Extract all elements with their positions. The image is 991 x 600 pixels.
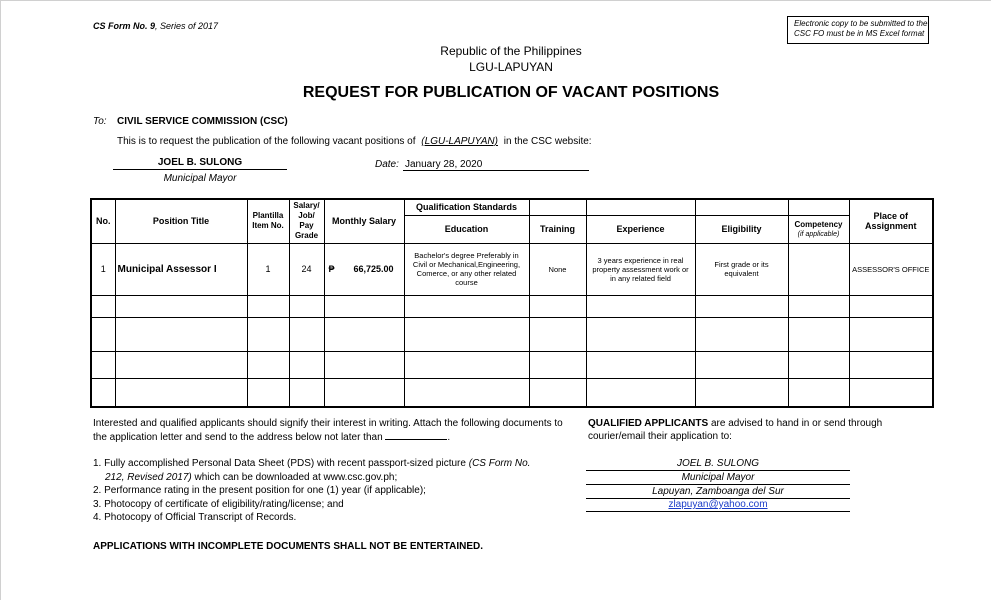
header-salary-grade: Salary/ Job/ Pay Grade xyxy=(289,199,324,243)
cell-no: 1 xyxy=(91,243,115,295)
lgu-heading: LGU-LAPUYAN xyxy=(469,60,553,74)
table-header-row xyxy=(91,199,933,215)
form-number: CS Form No. 9, Series of 2017 xyxy=(93,21,219,31)
signatory-name: JOEL B. SULONG xyxy=(113,157,287,170)
table-row xyxy=(91,243,933,295)
list-item: 212, Revised 2017) which can be downloaded at www.csc.gov.ph; xyxy=(105,471,398,483)
header-competency: Competency (if applicable) xyxy=(788,215,849,243)
qualified-applicants-note: QUALIFIED APPLICANTS are advised to hand in or send through courier/email their application to: xyxy=(588,418,883,442)
deadline-blank xyxy=(385,430,447,440)
address-name: JOEL B. SULONG xyxy=(586,457,850,471)
list-item: 3. Photocopy of certificate of eligibility/rating/license; and xyxy=(93,498,344,510)
cell-experience: 3 years experience in real property assessment work or in any related field xyxy=(586,243,695,295)
header-plantilla: Plantilla Item No. xyxy=(247,199,289,243)
signatory-position: Municipal Mayor xyxy=(163,173,237,184)
document-title: REQUEST FOR PUBLICATION OF VACANT POSITIONS xyxy=(302,84,720,101)
header-training: Training xyxy=(529,215,586,243)
list-item: 4. Photocopy of Official Transcript of Records. xyxy=(93,512,297,524)
vacant-positions-table xyxy=(90,198,934,408)
agency-name: (LGU-LAPUYAN) xyxy=(421,136,498,147)
cell-salary-grade: 24 xyxy=(289,243,324,295)
header-eligibility: Eligibility xyxy=(695,215,788,243)
header-education: Education xyxy=(404,215,529,243)
incomplete-warning: APPLICATIONS WITH INCOMPLETE DOCUMENTS SHALL NOT BE ENTERTAINED. xyxy=(93,541,483,552)
cell-place: ASSESSOR'S OFFICE xyxy=(849,243,933,295)
email-link[interactable]: zlapuyan@yahoo.com xyxy=(586,498,850,512)
address-location: Lapuyan, Zamboanga del Sur xyxy=(586,485,850,499)
cell-monthly-salary: ₱ 66,725.00 xyxy=(324,243,404,295)
list-item: 2. Performance rating in the present position for one (1) year (if applicable); xyxy=(93,485,426,497)
page-edge xyxy=(0,0,991,1)
republic-heading: Republic of the Philippines xyxy=(440,44,582,58)
header-qualification: Qualification Standards xyxy=(404,199,529,215)
cell-plantilla: 1 xyxy=(247,243,289,295)
header-no: No. xyxy=(91,199,115,243)
table-row-empty xyxy=(91,378,933,407)
header-experience: Experience xyxy=(586,215,695,243)
cell-competency xyxy=(788,243,849,295)
request-statement: This is to request the publication of the following vacant positions of (LGU-LAPUYAN) in the CSC website: xyxy=(117,136,592,147)
list-item: 1. Fully accomplished Personal Data Sheet (PDS) with recent passport-sized picture (CS Form No. xyxy=(93,458,531,469)
excel-note-box: Electronic copy to be submitted to the CSC FO must be in MS Excel format xyxy=(787,16,929,44)
table-row-empty xyxy=(91,317,933,351)
date-value: January 28, 2020 xyxy=(403,159,589,171)
header-place: Place of Assignment xyxy=(849,199,933,243)
header-position-title: Position Title xyxy=(115,199,247,243)
table-row-empty xyxy=(91,351,933,378)
requirements-list xyxy=(93,457,563,525)
header-monthly-salary: Monthly Salary xyxy=(324,199,404,243)
interest-instructions: Interested and qualified applicants should signify their interest in writing. Attach the following documents to the application letter and send to the address below not later than . xyxy=(93,418,563,443)
peso-sign: ₱ xyxy=(328,264,335,274)
date-label: Date: xyxy=(375,159,399,170)
cell-position-title: Municipal Assessor I xyxy=(115,243,247,295)
cell-education: Bachelor's degree Preferably in Civil or Mechanical,Engineering, Comerce, or any other related course xyxy=(404,243,529,295)
cell-training: None xyxy=(529,243,586,295)
to-label: To: xyxy=(93,116,107,127)
cell-eligibility: First grade or its equivalent xyxy=(695,243,788,295)
addressee-name: CIVIL SERVICE COMMISSION (CSC) xyxy=(117,116,288,127)
table-row-empty xyxy=(91,295,933,317)
address-position: Municipal Mayor xyxy=(586,471,850,485)
